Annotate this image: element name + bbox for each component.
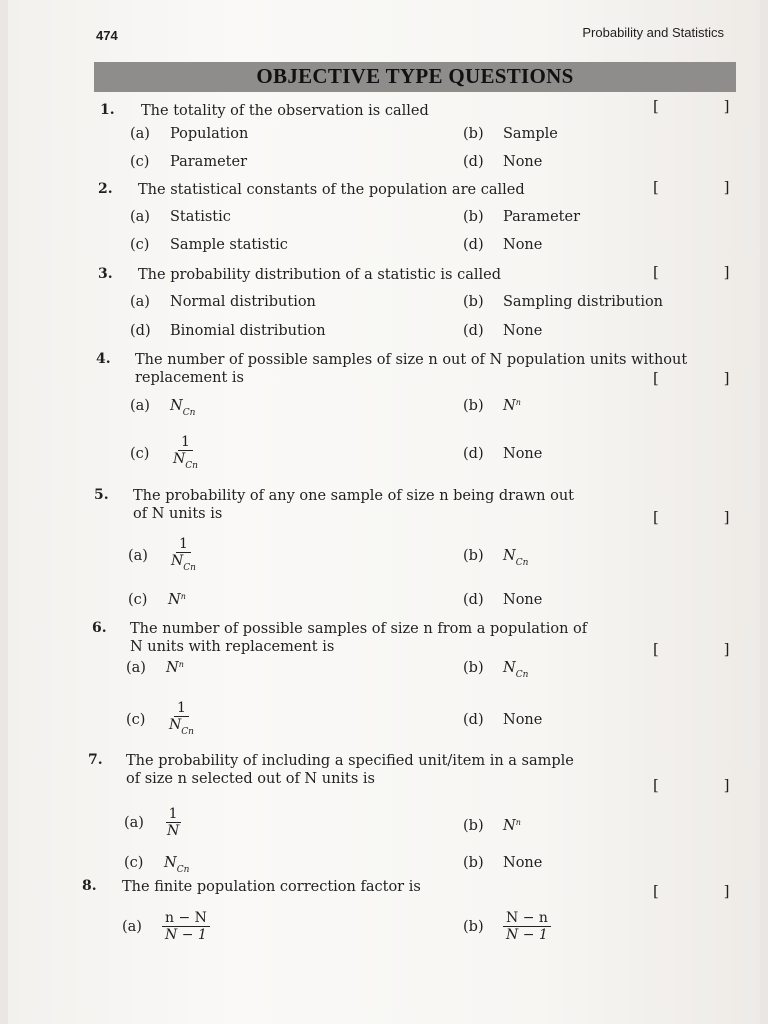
option-label: (c) bbox=[128, 592, 148, 608]
fraction-denominator bbox=[162, 927, 210, 943]
answer-bracket: [ ] bbox=[653, 369, 760, 387]
option-text: N bbox=[503, 548, 516, 564]
option-text: Sample statistic bbox=[170, 237, 288, 253]
question-text-line: The totality of the observation is called bbox=[141, 103, 429, 119]
question-number: 2. bbox=[98, 181, 113, 197]
answer-bracket: [ ] bbox=[653, 178, 760, 196]
option-text: None bbox=[503, 592, 543, 608]
option-label: (b) bbox=[463, 548, 484, 564]
option-label: (c) bbox=[130, 237, 150, 253]
option-fraction bbox=[164, 806, 182, 839]
option-text: None bbox=[503, 237, 543, 253]
subscript: Cn bbox=[181, 727, 194, 737]
option-label: (b) bbox=[463, 294, 484, 310]
answer-option bbox=[130, 398, 195, 418]
option-fraction bbox=[162, 910, 210, 943]
option-label: (b) bbox=[463, 126, 484, 142]
option-label: (a) bbox=[130, 398, 150, 414]
subscript: Cn bbox=[185, 461, 198, 471]
option-text: N bbox=[503, 398, 516, 414]
answer-bracket: [ ] bbox=[653, 776, 760, 794]
answer-option bbox=[463, 398, 521, 414]
answer-option bbox=[463, 237, 542, 253]
subscript: Cn bbox=[183, 563, 196, 573]
option-text: Population bbox=[170, 126, 249, 142]
fraction-numerator: N − n bbox=[503, 910, 551, 927]
denominator-text: N bbox=[173, 451, 186, 467]
answer-option bbox=[463, 126, 558, 142]
question-text bbox=[130, 620, 690, 656]
option-fraction bbox=[503, 910, 551, 943]
answer-option bbox=[463, 209, 580, 225]
superscript: n bbox=[515, 818, 521, 827]
answer-option bbox=[463, 712, 542, 728]
answer-option bbox=[463, 154, 542, 170]
question-text-line: of N units is bbox=[133, 506, 223, 522]
question-number: 6. bbox=[92, 620, 107, 636]
option-label: (d) bbox=[463, 154, 484, 170]
option-text: None bbox=[503, 323, 543, 339]
question-text-line: The probability distribution of a statistic is called bbox=[138, 267, 501, 283]
question-text-line: replacement is bbox=[135, 370, 244, 386]
answer-option bbox=[130, 434, 201, 474]
subscript: Cn bbox=[515, 670, 529, 680]
answer-option bbox=[463, 294, 663, 310]
question-text-line: N units with replacement is bbox=[130, 639, 335, 655]
subscript: Cn bbox=[182, 408, 196, 418]
option-label: (d) bbox=[130, 323, 151, 339]
question-text bbox=[122, 878, 682, 896]
option-label: (c) bbox=[130, 446, 150, 462]
subscript: Cn bbox=[176, 865, 190, 875]
option-text: None bbox=[503, 154, 543, 170]
question-number: 4. bbox=[96, 351, 111, 367]
option-text: None bbox=[503, 855, 543, 871]
answer-option bbox=[463, 910, 551, 943]
question-text-line: The statistical constants of the population are called bbox=[138, 182, 525, 198]
page-number: 474 bbox=[96, 28, 118, 43]
answer-option bbox=[130, 294, 316, 310]
option-label: (b) bbox=[463, 209, 484, 225]
question-text-line: of size n selected out of N units is bbox=[126, 771, 375, 787]
answer-option bbox=[130, 209, 231, 225]
question-text bbox=[138, 181, 698, 199]
superscript: n bbox=[178, 660, 184, 669]
answer-bracket: [ ] bbox=[653, 263, 760, 281]
superscript: n bbox=[180, 592, 186, 601]
answer-option bbox=[124, 806, 182, 839]
question-text-line: The probability of any one sample of size n being drawn out bbox=[133, 488, 574, 504]
fraction-numerator: n − N bbox=[162, 910, 210, 927]
option-text: Sample bbox=[503, 126, 558, 142]
denominator-text: N bbox=[171, 553, 184, 569]
option-label: (c) bbox=[130, 154, 150, 170]
answer-bracket: [ ] bbox=[653, 882, 760, 900]
answer-option bbox=[130, 154, 247, 170]
option-text: None bbox=[503, 712, 543, 728]
option-label: (a) bbox=[130, 126, 150, 142]
option-label: (b) bbox=[463, 818, 484, 834]
running-head: Probability and Statistics bbox=[582, 25, 724, 40]
answer-option bbox=[122, 910, 210, 943]
question-text bbox=[133, 487, 693, 523]
option-text: N bbox=[164, 855, 177, 871]
subscript: Cn bbox=[515, 558, 529, 568]
section-banner bbox=[94, 62, 736, 92]
option-label: (b) bbox=[463, 398, 484, 414]
answer-option bbox=[126, 660, 184, 676]
option-text: Sampling distribution bbox=[503, 294, 664, 310]
option-fraction bbox=[170, 434, 201, 474]
answer-option bbox=[128, 536, 199, 576]
option-text: Parameter bbox=[503, 209, 580, 225]
option-label: (d) bbox=[463, 712, 484, 728]
question-text-line: The probability of including a specified unit/item in a sample bbox=[126, 753, 574, 769]
option-label: (d) bbox=[463, 592, 484, 608]
option-label: (a) bbox=[126, 660, 146, 676]
option-text: N bbox=[166, 660, 179, 676]
fraction-numerator: 1 bbox=[166, 806, 181, 823]
fraction-numerator: 1 bbox=[176, 536, 191, 553]
option-label: (b) bbox=[463, 855, 484, 871]
question-text-line: The number of possible samples of size n out of N population units without bbox=[135, 352, 688, 368]
answer-bracket: [ ] bbox=[653, 508, 760, 526]
option-label: (d) bbox=[463, 323, 484, 339]
fraction-denominator bbox=[166, 717, 197, 740]
option-label: (b) bbox=[463, 660, 484, 676]
fraction-numerator: 1 bbox=[174, 700, 189, 717]
answer-option bbox=[128, 592, 186, 608]
answer-option bbox=[130, 126, 248, 142]
superscript: n bbox=[515, 398, 521, 407]
answer-option bbox=[463, 548, 528, 568]
option-text: N bbox=[503, 818, 516, 834]
question-number: 8. bbox=[82, 878, 97, 894]
fraction-denominator bbox=[503, 927, 551, 943]
answer-option bbox=[463, 660, 528, 680]
option-text: Binomial distribution bbox=[170, 323, 326, 339]
answer-option bbox=[126, 700, 197, 740]
question-number: 3. bbox=[98, 266, 113, 282]
option-label: (a) bbox=[128, 548, 148, 564]
option-label: (a) bbox=[130, 209, 150, 225]
option-fraction bbox=[168, 536, 199, 576]
option-label: (d) bbox=[463, 237, 484, 253]
question-text bbox=[141, 102, 701, 120]
denominator-text: N bbox=[169, 717, 182, 733]
fraction-denominator bbox=[168, 553, 199, 576]
denominator-text: N bbox=[167, 823, 180, 839]
option-label: (d) bbox=[463, 446, 484, 462]
question-number: 1. bbox=[100, 102, 115, 118]
answer-option bbox=[124, 855, 189, 875]
answer-option bbox=[130, 323, 326, 339]
answer-bracket: [ ] bbox=[653, 97, 760, 115]
question-text-line: The finite population correction factor is bbox=[122, 879, 421, 895]
denominator-text: N − 1 bbox=[165, 927, 207, 943]
fraction-denominator bbox=[164, 823, 182, 839]
document-page bbox=[8, 0, 760, 1024]
option-text: Parameter bbox=[170, 154, 247, 170]
answer-option bbox=[463, 323, 542, 339]
section-title: OBJECTIVE TYPE QUESTIONS bbox=[256, 64, 574, 88]
option-label: (a) bbox=[130, 294, 150, 310]
question-text bbox=[138, 266, 698, 284]
option-fraction bbox=[166, 700, 197, 740]
option-text: N bbox=[170, 398, 183, 414]
option-text: N bbox=[168, 592, 181, 608]
option-label: (b) bbox=[463, 918, 484, 935]
option-text: Normal distribution bbox=[170, 294, 316, 310]
answer-option bbox=[463, 855, 542, 871]
option-text: None bbox=[503, 446, 543, 462]
question-number: 5. bbox=[94, 487, 109, 503]
question-text bbox=[126, 752, 686, 788]
option-text: N bbox=[503, 660, 516, 676]
answer-option bbox=[463, 818, 521, 834]
option-label: (a) bbox=[122, 918, 142, 935]
question-number: 7. bbox=[88, 752, 103, 768]
option-label: (c) bbox=[126, 712, 146, 728]
answer-option bbox=[130, 237, 288, 253]
answer-bracket: [ ] bbox=[653, 640, 760, 658]
fraction-denominator bbox=[170, 451, 201, 474]
question-text-line: The number of possible samples of size n from a population of bbox=[130, 621, 588, 637]
denominator-text: N − 1 bbox=[506, 927, 548, 943]
option-text: Statistic bbox=[170, 209, 231, 225]
option-label: (a) bbox=[124, 814, 144, 831]
option-label: (c) bbox=[124, 855, 144, 871]
fraction-numerator: 1 bbox=[178, 434, 193, 451]
answer-option bbox=[463, 592, 542, 608]
answer-option bbox=[463, 446, 542, 462]
